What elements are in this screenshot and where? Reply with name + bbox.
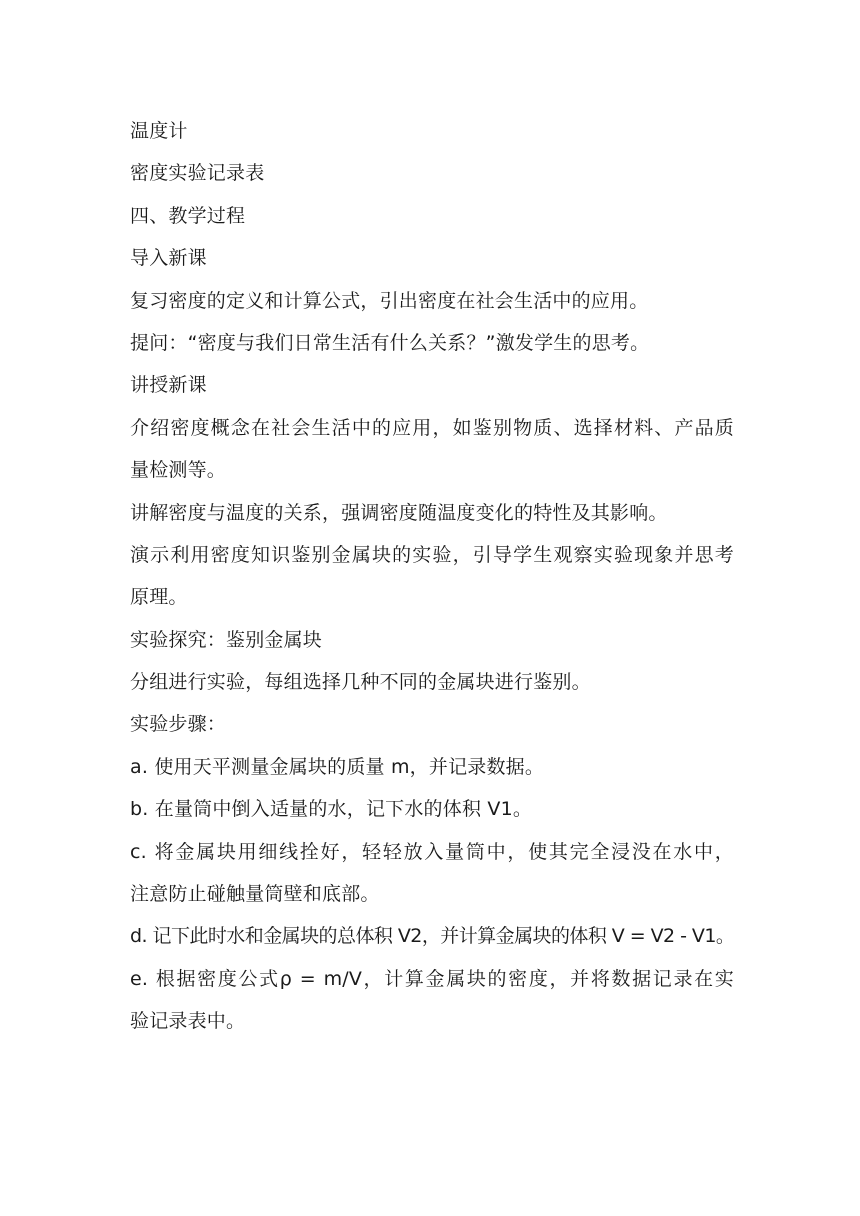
text-line-temperature: 讲解密度与温度的关系，强调密度随温度变化的特性及其影响。 [130,501,668,524]
step-c-1: c. 将金属块用细线拴好，轻轻放入量筒中，使其完全浸没在水中， [130,840,734,863]
text-line-demonstration-2: 原理。 [130,586,188,609]
step-d: d. 记下此时水和金属块的总体积 V2，并计算金属块的体积 V = V2 - V1。 [130,925,735,948]
subheading-introduction: 导入新课 [130,247,207,270]
subheading-new-lesson: 讲授新课 [130,374,207,397]
subheading-steps: 实验步骤： [130,713,227,736]
step-e-2: 验记录表中。 [130,1010,246,1033]
document-body [130,110,740,1043]
step-e-1: e. 根据密度公式ρ = m/V，计算金属块的密度，并将数据记录在实 [130,967,734,990]
step-c-2: 注意防止碰触量筒壁和底部。 [130,883,380,906]
text-line-equipment-record-table: 密度实验记录表 [130,162,265,185]
text-line-grouping: 分组进行实验，每组选择几种不同的金属块进行鉴别。 [130,671,591,694]
text-line-review: 复习密度的定义和计算公式，引出密度在社会生活中的应用。 [130,289,649,312]
step-b: b. 在量筒中倒入适量的水，记下水的体积 V1。 [130,798,533,821]
text-line-application-1: 介绍密度概念在社会生活中的应用，如鉴别物质、选择材料、产品质 [130,416,734,439]
section-heading-teaching-process: 四、教学过程 [130,204,246,227]
subheading-experiment: 实验探究：鉴别金属块 [130,628,323,651]
text-line-question: 提问：“密度与我们日常生活有什么关系？”激发学生的思考。 [130,331,650,354]
text-line-equipment-thermometer: 温度计 [130,120,188,142]
text-line-application-2: 量检测等。 [130,459,227,482]
text-line-demonstration-1: 演示利用密度知识鉴别金属块的实验，引导学生观察实验现象并思考 [130,543,734,566]
step-a: a. 使用天平测量金属块的质量 m，并记录数据。 [130,755,545,778]
